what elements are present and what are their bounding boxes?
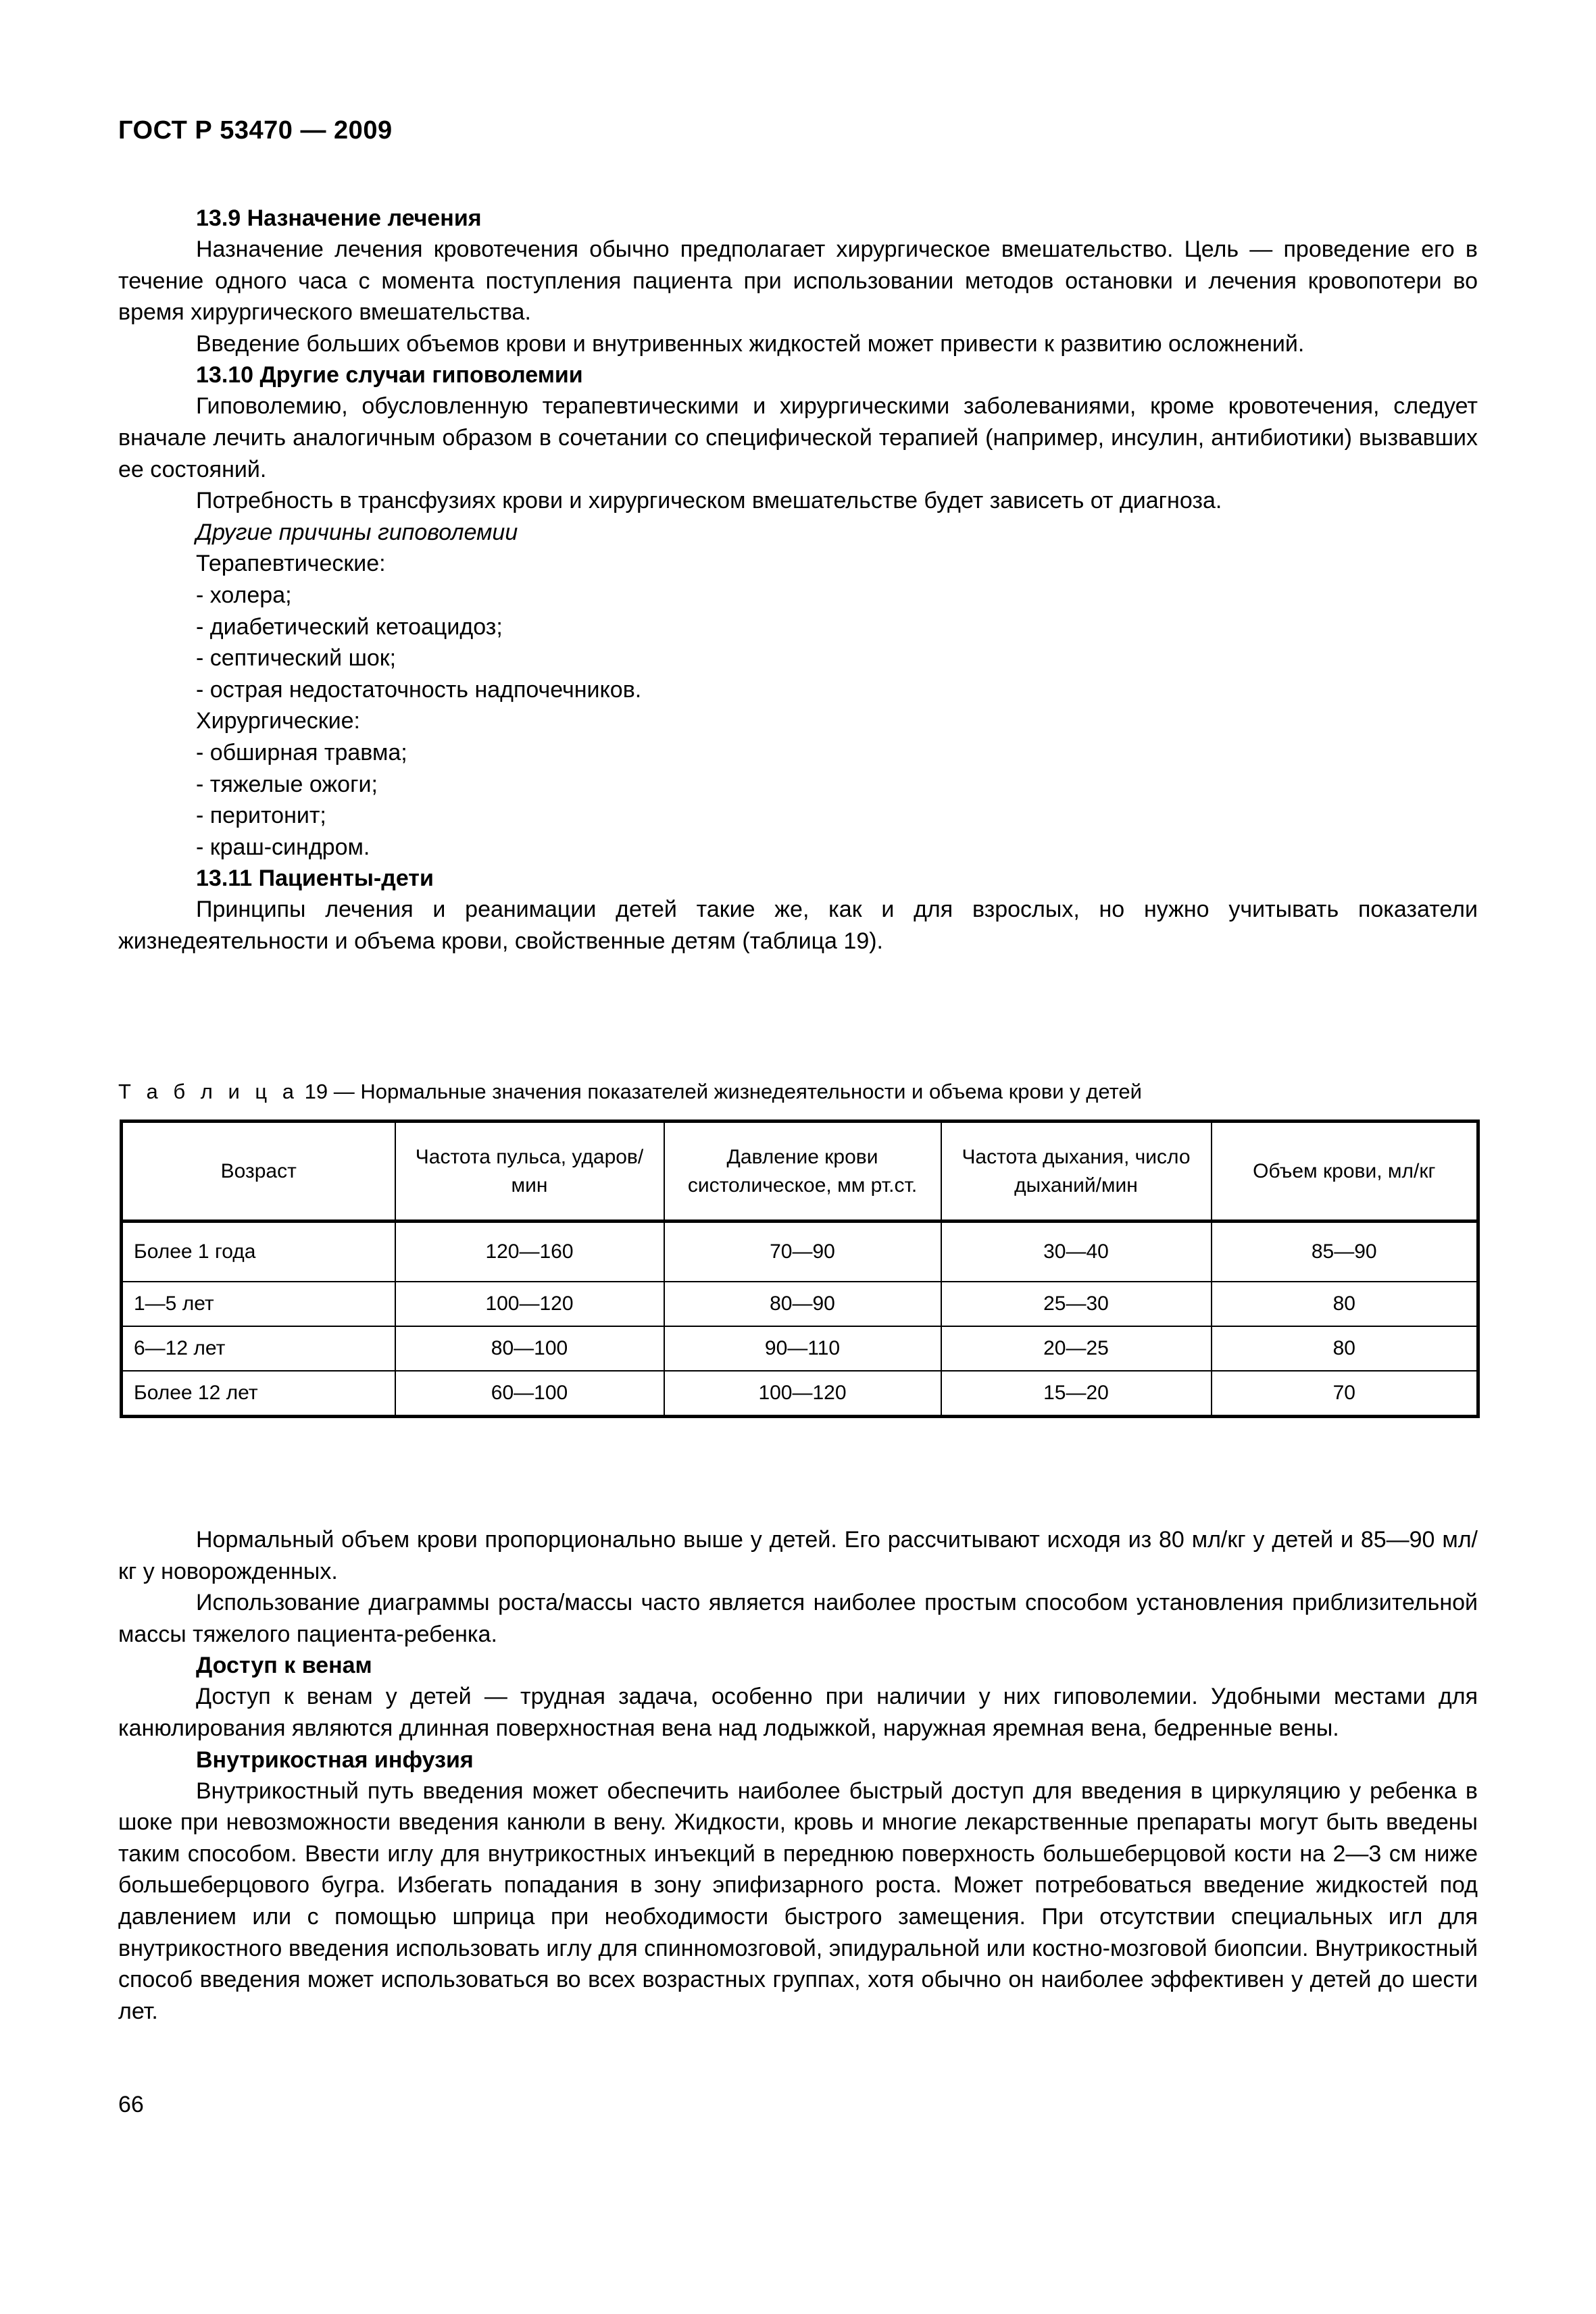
cell-volume: 85—90: [1212, 1222, 1478, 1282]
page-number: 66: [118, 2092, 144, 2117]
paragraph-venous-access: Доступ к венам у детей — трудная задача, особенно при наличии у них гиповолемии. Удобными местами для канюлирования являются длинная поверхностная вена над лодыжкой, наружная яремная вена, бедренные вены.: [118, 1684, 1478, 1741]
paragraph-13-9-2: Введение больших объемов крови и внутривенных жидкостей может привести к развитию осложнений.: [196, 330, 1305, 357]
cell-pulse: 120—160: [395, 1222, 664, 1282]
cell-pressure: 100—120: [664, 1371, 941, 1417]
table-19-vital-signs: [120, 1120, 1480, 1418]
paragraph-13-9-1: Назначение лечения кровотечения обычно предполагает хирургическое вмешательство. Цель — проведение его в течение одного часа с момента поступления пациента при использовании методов остановки и лечения кровопотери во время хирургического вмешательства.: [118, 236, 1478, 326]
table-caption-text: Нормальные значения показателей жизнедеятельности и объема крови у детей: [360, 1080, 1142, 1103]
subsection-heading-venous-access: Доступ к венам: [196, 1653, 372, 1679]
table-row: [122, 1326, 1478, 1371]
cell-pulse: 60—100: [395, 1371, 664, 1417]
cell-respiration: 25—30: [941, 1282, 1212, 1326]
cell-pulse: 80—100: [395, 1326, 664, 1371]
cell-volume: 70: [1212, 1371, 1478, 1417]
paragraph-13-10-1: Гиповолемию, обусловленную терапевтическими и хирургическими заболеваниями, кроме кровотечения, следует вначале лечить аналогичным образом в сочетании со специфической терапией (например, инсулин, антибиотики) вызвавших ее состояний.: [118, 393, 1478, 482]
list-item: - обширная травма;: [196, 739, 407, 765]
table-header-row: [122, 1122, 1478, 1222]
list-item: - септический шок;: [196, 645, 397, 672]
cell-age: 6—12 лет: [122, 1326, 395, 1371]
list-item: - диабетический кетоацидоз;: [196, 613, 503, 640]
cell-respiration: 15—20: [941, 1371, 1212, 1417]
table-row: [122, 1282, 1478, 1326]
causes-group-label-therapeutic: Терапевтические:: [196, 551, 386, 577]
section-heading-13-10: 13.10 Другие случаи гиповолемии: [196, 362, 583, 388]
cell-age: Более 1 года: [122, 1222, 395, 1282]
cell-age: 1—5 лет: [122, 1282, 395, 1326]
cell-pulse: 100—120: [395, 1282, 664, 1326]
paragraph-intraosseous-infusion: Внутрикостный путь введения может обеспечить наиболее быстрый доступ для введения в циркуляцию у ребенка в шоке при невозможности введения канюли в вену. Жидкости, кровь и многие лекарственные препараты могут быть введены таким способом. Ввести иглу для внутрикостных инъекций в переднюю поверхность большеберцовой кости на 2—3 см ниже большеберцового бугра. Избегать попадания в зону эпифизарного роста. Может потребоваться введение жидкостей под давлением или с помощью шприца при необходимости быстрого замещения. При отсутствии специальных игл для внутрикостного введения использовать иглу для спинномозговой, эпидуральной или костно-мозговой биопсии. Внутрикостный способ введения может использоваться во всех возрастных группах, хотя обычно он наиболее эффективен у детей до шести лет.: [118, 1778, 1478, 2024]
column-header-age: Возраст: [122, 1122, 395, 1222]
cell-volume: 80: [1212, 1282, 1478, 1326]
table-caption-label: Т а б л и ц а: [118, 1080, 299, 1103]
list-item: - холера;: [196, 582, 292, 608]
column-header-pulse-rate: Частота пульса, ударов/мин: [395, 1122, 664, 1222]
main-text-column-upper: [118, 203, 1478, 957]
running-header-standard-id: ГОСТ Р 53470 — 2009: [118, 116, 393, 145]
column-header-blood-pressure: Давление крови систолическое, мм рт.ст.: [664, 1122, 941, 1222]
paragraph-13-11-1: Принципы лечения и реанимации детей такие же, как и для взрослых, но нужно учитывать показатели жизнедеятельности и объема крови, свойственные детям (таблица 19).: [118, 897, 1478, 954]
cell-pressure: 70—90: [664, 1222, 941, 1282]
cell-pressure: 80—90: [664, 1282, 941, 1326]
causes-subtitle: Другие причины гиповолемии: [196, 519, 518, 545]
paragraph-blood-volume-note: Нормальный объем крови пропорционально выше у детей. Его рассчитывают исходя из 80 мл/кг у детей и 85—90 мл/кг у новорожденных.: [118, 1527, 1478, 1584]
paragraph-13-10-2: Потребность в трансфузиях крови и хирургическом вмешательстве будет зависеть от диагноза.: [196, 488, 1222, 514]
cell-volume: 80: [1212, 1326, 1478, 1371]
causes-group-label-surgical: Хирургические:: [196, 708, 360, 734]
list-item: - перитонит;: [196, 803, 326, 829]
table-row: [122, 1371, 1478, 1417]
section-heading-13-11: 13.11 Пациенты-дети: [196, 865, 434, 892]
cell-pressure: 90—110: [664, 1326, 941, 1371]
column-header-blood-volume: Объем крови, мл/кг: [1212, 1122, 1478, 1222]
section-heading-13-9: 13.9 Назначение лечения: [196, 205, 482, 231]
table-caption-dash: —: [333, 1080, 355, 1103]
cell-age: Более 12 лет: [122, 1371, 395, 1417]
table-row: [122, 1222, 1478, 1282]
main-text-column-lower: [118, 1524, 1478, 2027]
table-caption: [118, 1078, 1142, 1105]
list-item: - острая недостаточность надпочечников.: [196, 676, 642, 703]
subsection-heading-intraosseous-infusion: Внутрикостная инфузия: [196, 1746, 474, 1773]
table-caption-number: 19: [304, 1080, 328, 1103]
paragraph-growth-chart-note: Использование диаграммы роста/массы часто является наиболее простым способом установления приблизительной массы тяжелого пациента-ребенка.: [118, 1590, 1478, 1647]
column-header-respiratory-rate: Частота дыхания, число дыханий/мин: [941, 1122, 1212, 1222]
list-item: - краш-синдром.: [196, 834, 370, 860]
cell-respiration: 30—40: [941, 1222, 1212, 1282]
cell-respiration: 20—25: [941, 1326, 1212, 1371]
list-item: - тяжелые ожоги;: [196, 771, 378, 797]
